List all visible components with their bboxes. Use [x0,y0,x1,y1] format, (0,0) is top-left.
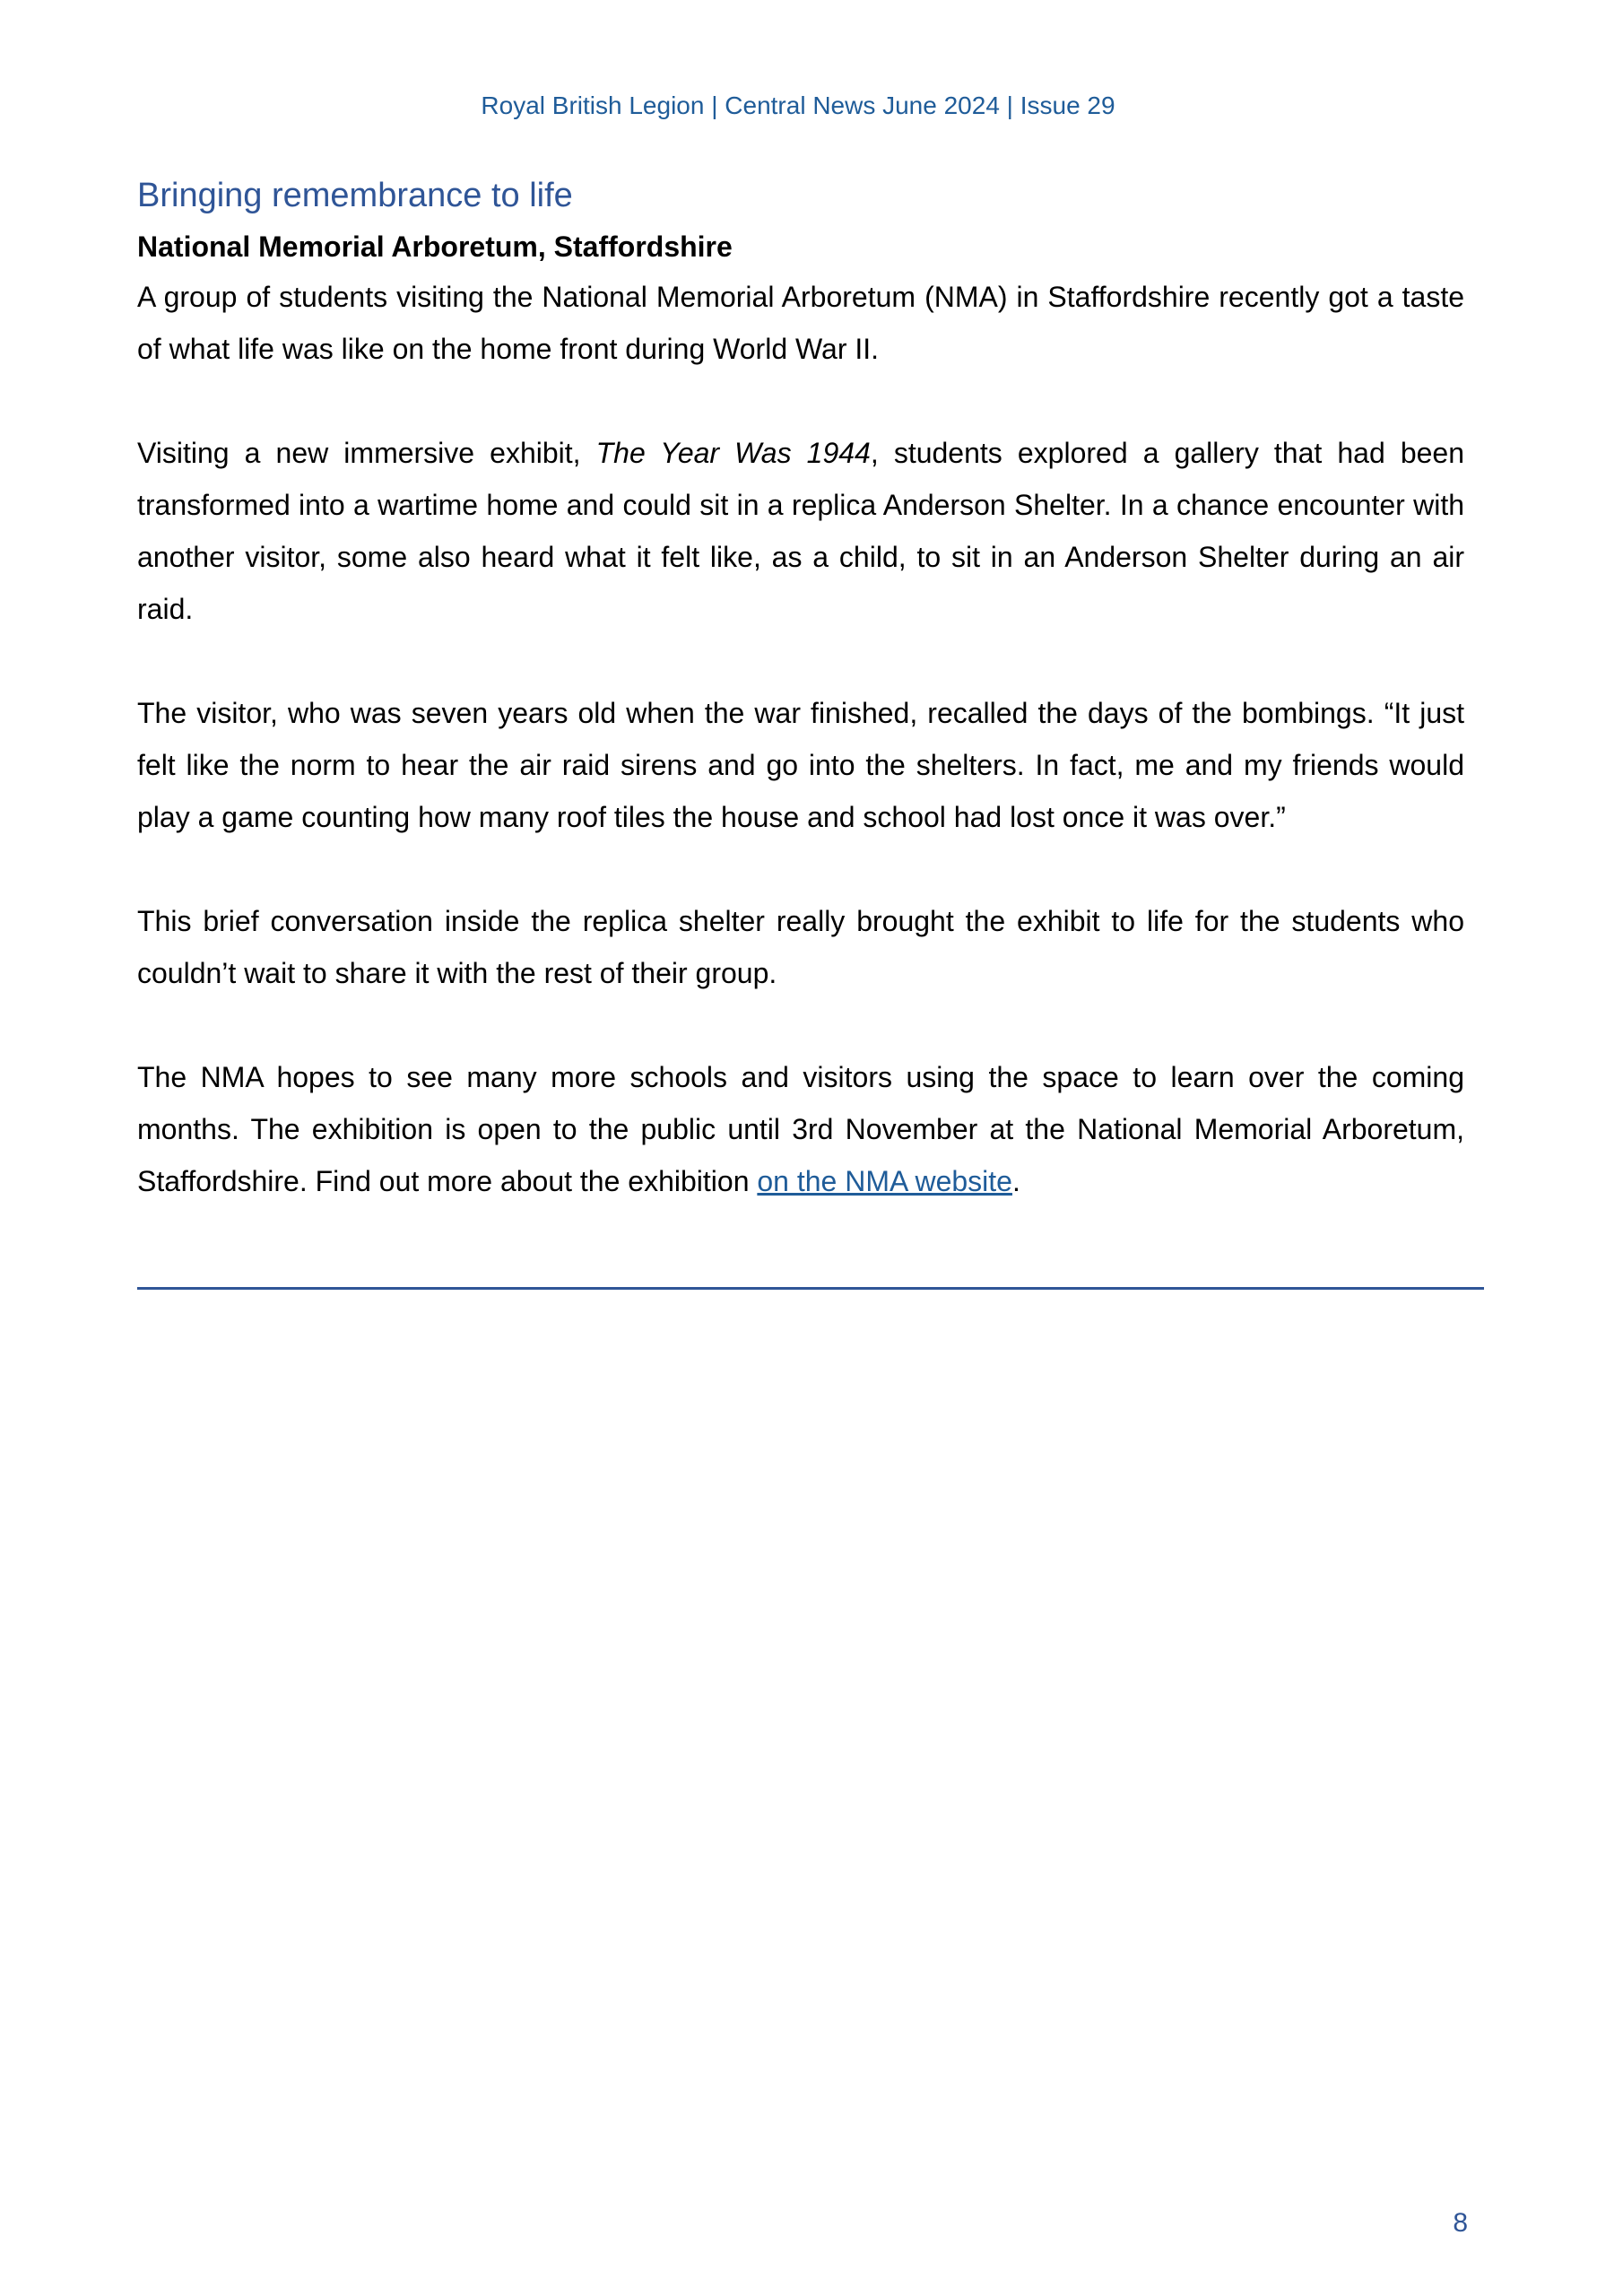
paragraph-visitor-quote [137,687,1464,843]
exhibit-name: The Year Was 1944 [595,437,871,469]
paragraph-exhibition-info-text: The NMA hopes to see many more schools and visitors using the space to learn over the coming months. The exhibition is open to the public until 3rd November at the National Memorial Arboretum, Staffordshire. Find out more about the exhibition [137,1061,1464,1197]
paragraph-exhibit-text-start: Visiting a new immersive exhibit, [137,437,596,469]
paragraph-conversation-text: This brief conversation inside the replica shelter really brought the exhibit to life for the students who couldn’t wait to share it with the rest of their group. [137,905,1464,989]
page-header: Royal British Legion | Central News June 2024 | Issue 29 [481,91,1115,119]
paragraph-intro [137,271,1464,375]
paragraph-exhibit-text-end: , students explored a gallery that had been transformed into a wartime home and could sit in a replica Anderson Shelter. In a chance encounter with another visitor, some also heard what it felt like, as a child, to sit in an Anderson Shelter during an air raid. [137,437,1465,625]
paragraph-conversation [137,895,1464,999]
article [137,170,1464,1207]
section-divider [137,1287,1484,1290]
paragraph-intro-text: A group of students visiting the National Memorial Arboretum (NMA) in Staffordshire recently got a taste of what life was like on the home front during World War II. [137,281,1464,365]
article-title: Bringing remembrance to life [137,177,573,214]
nma-website-link[interactable]: on the NMA website [757,1165,1012,1197]
paragraph-exhibition-info-end: . [1011,1165,1020,1197]
paragraph-exhibit [137,427,1464,635]
article-subtitle: National Memorial Arboretum, Staffordshire [137,230,733,263]
paragraph-exhibition-info [137,1051,1464,1207]
page-number: 8 [1453,2208,1468,2238]
paragraph-visitor-quote-text: The visitor, who was seven years old when the war finished, recalled the days of the bombings. “It just felt like the norm to hear the air raid sirens and go into the shelters. In fact, me and my friends would play a game counting how many roof tiles the house and school had lost once it was over.” [137,697,1464,833]
